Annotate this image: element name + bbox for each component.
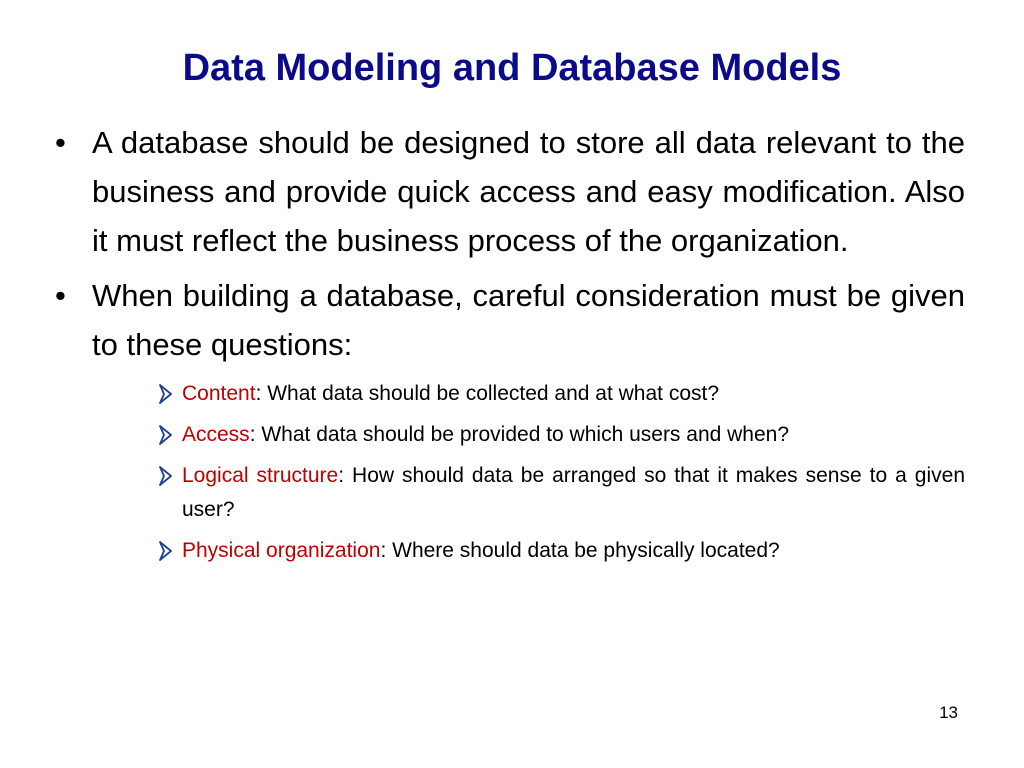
sub-bullet-text: : What data should be collected and at what cost?: [255, 382, 720, 405]
bullet-item: [55, 271, 965, 568]
arrow-bullet-icon: [158, 378, 178, 412]
bullet-text: A database should be designed to store all data relevant to the business and provide quick access and easy modification. Also it must reflect the business process of the organization.: [92, 125, 965, 258]
slide-title: Data Modeling and Database Models: [182, 47, 842, 89]
sub-bullet-item-physical-organization: [158, 534, 965, 568]
sub-bullet-item-content: [158, 377, 965, 411]
sub-bullet-list: [158, 377, 965, 568]
bullet-marker: •: [55, 278, 66, 313]
sub-bullet-text: : Where should data be physically located?: [380, 539, 780, 562]
sub-bullet-term: Content: [182, 382, 256, 405]
bullet-marker: •: [55, 125, 66, 160]
sub-bullet-text: : How should data be arranged so that it makes sense to a given user?: [182, 464, 966, 521]
arrow-bullet-icon: [158, 460, 178, 494]
sub-bullet-term: Logical structure: [182, 464, 339, 487]
arrow-bullet-icon: [158, 535, 178, 569]
sub-bullet-term: Physical organization: [182, 539, 381, 562]
sub-bullet-term: Access: [182, 423, 250, 446]
arrow-bullet-icon: [158, 419, 178, 453]
bullet-item: [55, 118, 965, 265]
sub-bullet-text: : What data should be provided to which users and when?: [249, 423, 790, 446]
sub-bullet-item-logical-structure: [158, 459, 965, 527]
bullet-list: [55, 118, 965, 575]
bullet-text: When building a database, careful consideration must be given to these questions:: [92, 278, 965, 362]
sub-bullet-item-access: [158, 418, 965, 452]
page-number: 13: [939, 703, 958, 722]
